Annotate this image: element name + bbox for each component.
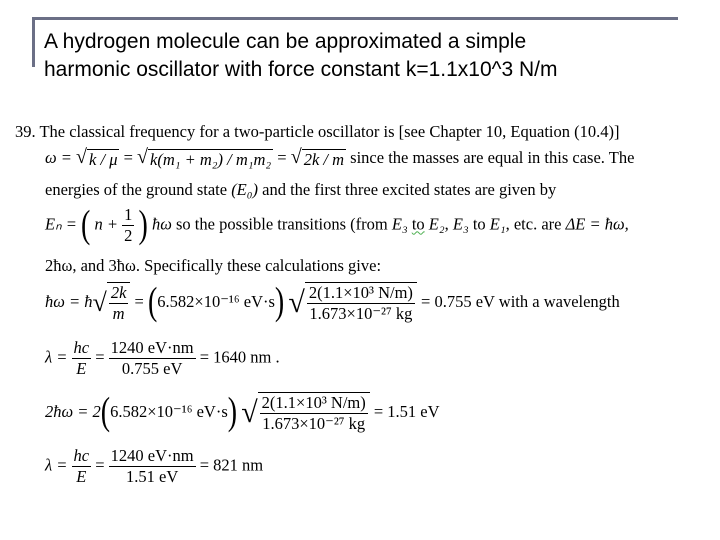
e1-symbol: E₁ <box>489 214 506 234</box>
lambda1-hc-over-e <box>72 338 92 379</box>
lambda1-e: E <box>76 359 87 378</box>
hw-sqrt-num: 2k <box>110 283 127 302</box>
slide-title-line1: A hydrogen molecule can be approximated a simple <box>44 30 527 53</box>
energies-suffix: and the first three excited states are given by <box>262 180 557 199</box>
lambda2-e: E <box>76 467 87 486</box>
hw-mass-fraction <box>305 282 417 324</box>
hw-sqrt-fraction <box>107 282 131 324</box>
lambda-calculation-2 <box>45 446 263 487</box>
2hw-mass-num: 2(1.1×10³ N/m) <box>261 393 366 412</box>
en-half-num: 1 <box>124 205 133 224</box>
lambda2-num: 1240 eV·nm <box>110 446 194 465</box>
lambda1-lhs: λ = <box>45 347 68 367</box>
hw-result: = 0.755 eV with a wavelength <box>421 291 620 311</box>
etc-text: , etc. are <box>505 214 562 234</box>
en-n-plus: n + <box>94 214 119 234</box>
lambda1-den: 0.755 eV <box>121 359 183 378</box>
omega-suffix-text: since the masses are equal in this case. The <box>350 148 635 167</box>
delta-e-equation: ΔE = ħω, <box>565 214 629 234</box>
lambda2-den: 1.51 eV <box>126 467 179 486</box>
problem-line-1 <box>15 122 619 142</box>
omega-lhs: ω = <box>45 148 72 167</box>
hw-equals: = <box>134 291 144 311</box>
omega-equals-2: = <box>277 148 287 167</box>
2hw-mass-den: 1.673×10⁻²⁷ kg <box>262 414 366 433</box>
en-hbar-omega: ħω <box>151 214 172 234</box>
2hw-calculation: 2ħω = 2(6.582×10⁻¹⁶ eV·s) √ $\frac{\text{2(1.1×10³ N/m)}}{\text{1.673×10⁻²⁷ kg}}$ = 1.51 eV <box>45 390 440 434</box>
transitions-line: 2ħω, and 3ħω. Specifically these calculations give: <box>45 256 382 275</box>
2hw-hbar-value: 6.582×10⁻¹⁶ eV·s <box>110 401 228 421</box>
lambda2-value-fraction <box>109 446 196 487</box>
slide-title-line2: harmonic oscillator with force constant k=1.1x10^3 N/m <box>44 58 558 81</box>
lambda-calculation-1 <box>45 338 280 379</box>
hw-calculation: ħω = ħ√ $\frac{2k}{m}$ = (6.582×10⁻¹⁶ eV·s) √ $\frac{\text{2(1.1×10³ N/m)}}{\text{1.673×10⁻²⁷ kg}}$ = 0.755 eV with a wavelength <box>45 280 620 324</box>
hw-mass-den: 1.673×10⁻²⁷ kg <box>309 304 413 323</box>
energy-levels-equation: Eₙ = ( n + $\frac{1}{2}$ ) ħω so the possible transitions (from E₃ to E₂, E₃ to E₁, etc. are ΔE = ħω, <box>45 203 629 247</box>
hw-hbar-value: 6.582×10⁻¹⁶ eV·s <box>157 291 275 311</box>
lambda2-equals: = <box>95 455 105 475</box>
omega-sqrt-k-mu: k / μ <box>89 149 118 169</box>
hw-sqrt-den: m <box>112 304 125 323</box>
lambda2-hc: hc <box>73 446 90 465</box>
lambda1-equals: = <box>95 347 105 367</box>
en-half-den: 2 <box>124 226 133 245</box>
2hw-lhs: 2ħω = 2 <box>45 401 101 421</box>
e3b-symbol: E₃ <box>452 214 469 234</box>
en-transition-text: so the possible transitions (from <box>176 214 388 234</box>
omega-equals-1: = <box>123 148 133 167</box>
problem-intro-text: The classical frequency for a two-particle oscillator is [see Chapter 10, Equation (10.4)] <box>39 122 620 141</box>
omega-sqrt-2k-m: 2k / m <box>303 149 345 169</box>
omega-equation: ω = √ k / μ = √ k(m₁ + m₂) / m₁m₂ = √ 2k / m since the masses are equal in this case. The <box>45 146 635 169</box>
ground-state-symbol: (E₀) <box>231 180 258 199</box>
lambda1-hc: hc <box>73 338 90 357</box>
hw-mass-num: 2(1.1×10³ N/m) <box>308 283 413 302</box>
hw-lhs: ħω = ħ <box>45 291 93 311</box>
lambda1-value-fraction <box>109 338 196 379</box>
lambda1-result: = 1640 nm . <box>199 347 280 367</box>
2hw-result: = 1.51 eV <box>373 401 440 421</box>
lambda2-hc-over-e <box>72 446 92 487</box>
lambda2-lhs: λ = <box>45 455 68 475</box>
e3-symbol: E₃ <box>391 214 408 234</box>
en-lhs: Eₙ = <box>45 214 77 234</box>
energies-line <box>45 180 556 200</box>
problem-number: 39. <box>15 122 36 141</box>
energies-text: energies of the ground state <box>45 180 228 199</box>
lambda1-num: 1240 eV·nm <box>110 338 194 357</box>
to-word-1: to <box>411 214 425 234</box>
e2-symbol: E₂ <box>428 214 445 234</box>
comma: , <box>444 214 449 234</box>
omega-sqrt-masses: k(m₁ + m₂) / m₁m₂ <box>150 149 272 169</box>
en-half-fraction <box>122 205 134 246</box>
lambda2-result: = 821 nm <box>199 455 264 475</box>
to-word-2: to <box>472 214 486 234</box>
2hw-mass-fraction <box>258 392 370 434</box>
